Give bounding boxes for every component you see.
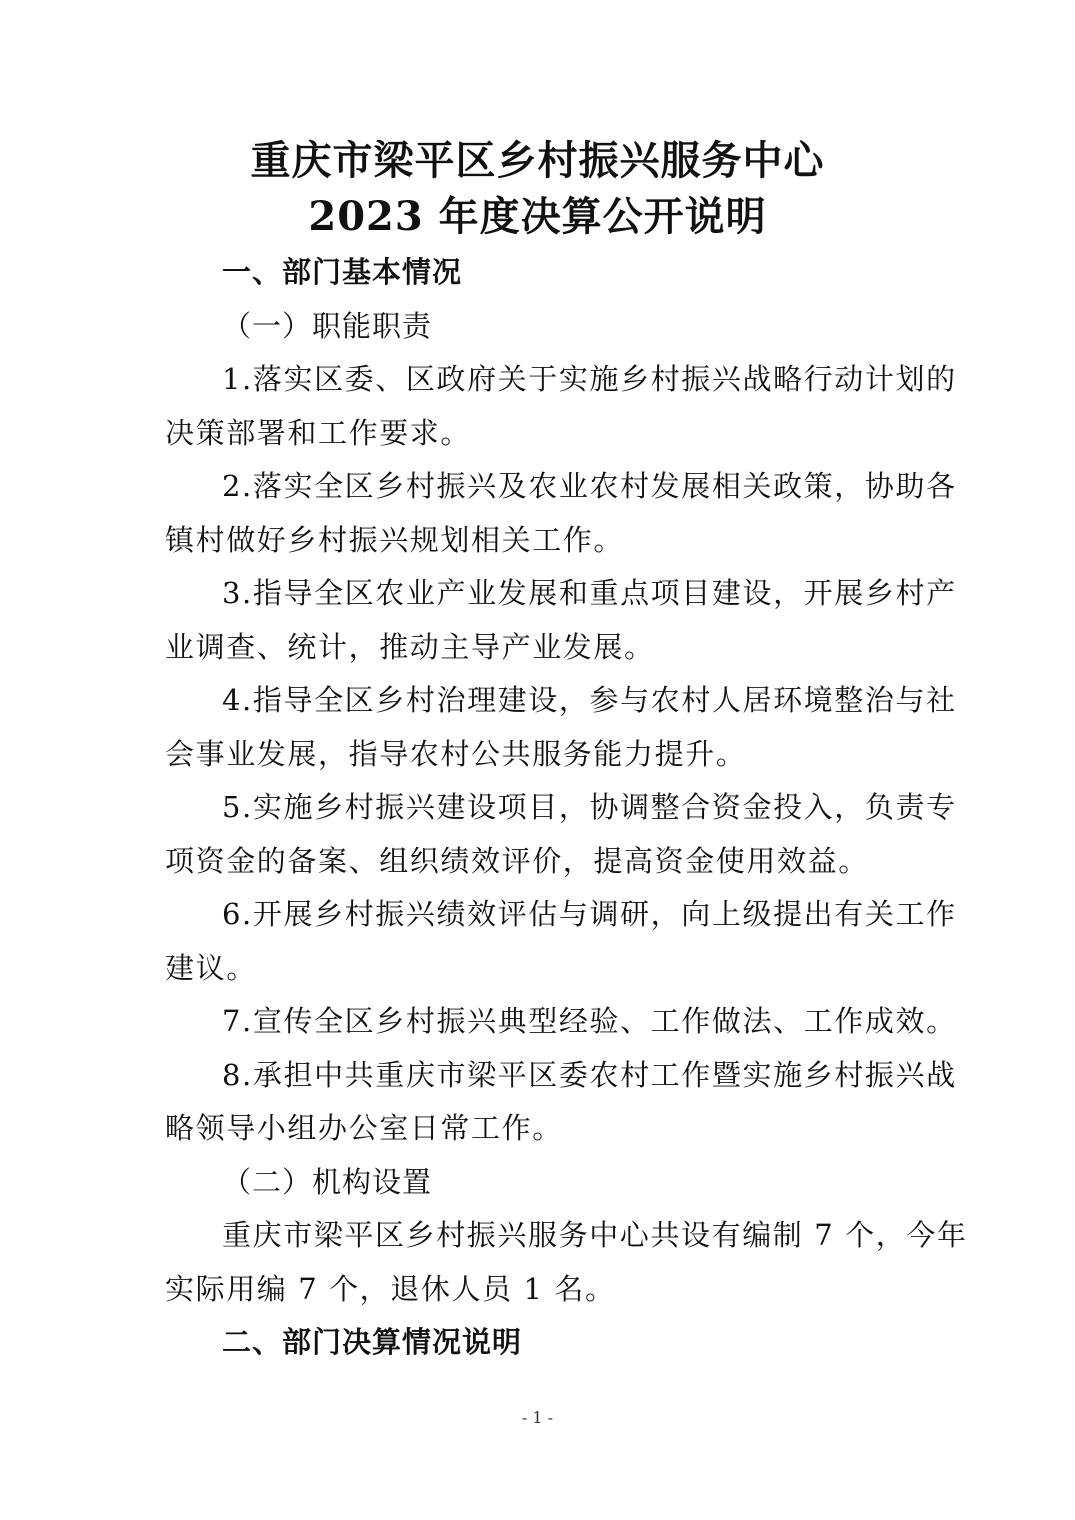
- subsection-heading-functions: （一）职能职责: [222, 309, 433, 343]
- section-heading-basic-info: 一、部门基本情况: [222, 255, 463, 289]
- function-item-1-line-2: 决策部署和工作要求。: [165, 416, 472, 450]
- function-item-2-line-1: 2.落实全区乡村振兴及农业农村发展相关政策，协助各: [222, 469, 957, 503]
- document-title-line-1: 重庆市梁平区乡村振兴服务中心: [250, 137, 825, 184]
- subsection-heading-organization: （二）机构设置: [222, 1165, 433, 1199]
- function-item-4-line-2: 会事业发展，指导农村公共服务能力提升。: [165, 737, 747, 771]
- function-item-3-line-2: 业调查、统计，推动主导产业发展。: [165, 630, 655, 664]
- function-item-6-line-2: 建议。: [165, 951, 257, 985]
- function-item-4-line-1: 4.指导全区乡村治理建设，参与农村人居环境整治与社: [222, 683, 957, 717]
- page-number: - 1 -: [521, 1408, 554, 1427]
- document-title-line-2: 2023 年度决算公开说明: [308, 193, 767, 240]
- function-item-7-line-1: 7.宣传全区乡村振兴典型经验、工作做法、工作成效。: [222, 1004, 957, 1038]
- function-item-1-line-1: 1.落实区委、区政府关于实施乡村振兴战略行动计划的: [222, 362, 957, 396]
- function-item-6-line-1: 6.开展乡村振兴绩效评估与调研，向上级提出有关工作: [222, 897, 957, 931]
- function-item-2-line-2: 镇村做好乡村振兴规划相关工作。: [165, 523, 625, 557]
- organization-text-line-2: 实际用编 7 个，退休人员 1 名。: [165, 1272, 616, 1306]
- function-item-8-line-2: 略领导小组办公室日常工作。: [165, 1111, 563, 1145]
- function-item-5-line-1: 5.实施乡村振兴建设项目，协调整合资金投入，负责专: [222, 790, 957, 824]
- function-item-5-line-2: 项资金的备案、组织绩效评价，提高资金使用效益。: [165, 844, 869, 878]
- function-item-3-line-1: 3.指导全区农业产业发展和重点项目建设，开展乡村产: [222, 576, 957, 610]
- section-heading-final-accounts: 二、部门决算情况说明: [222, 1325, 523, 1359]
- organization-text-line-1: 重庆市梁平区乡村振兴服务中心共设有编制 7 个，今年: [222, 1218, 968, 1252]
- function-item-8-line-1: 8.承担中共重庆市梁平区委农村工作暨实施乡村振兴战: [222, 1058, 957, 1092]
